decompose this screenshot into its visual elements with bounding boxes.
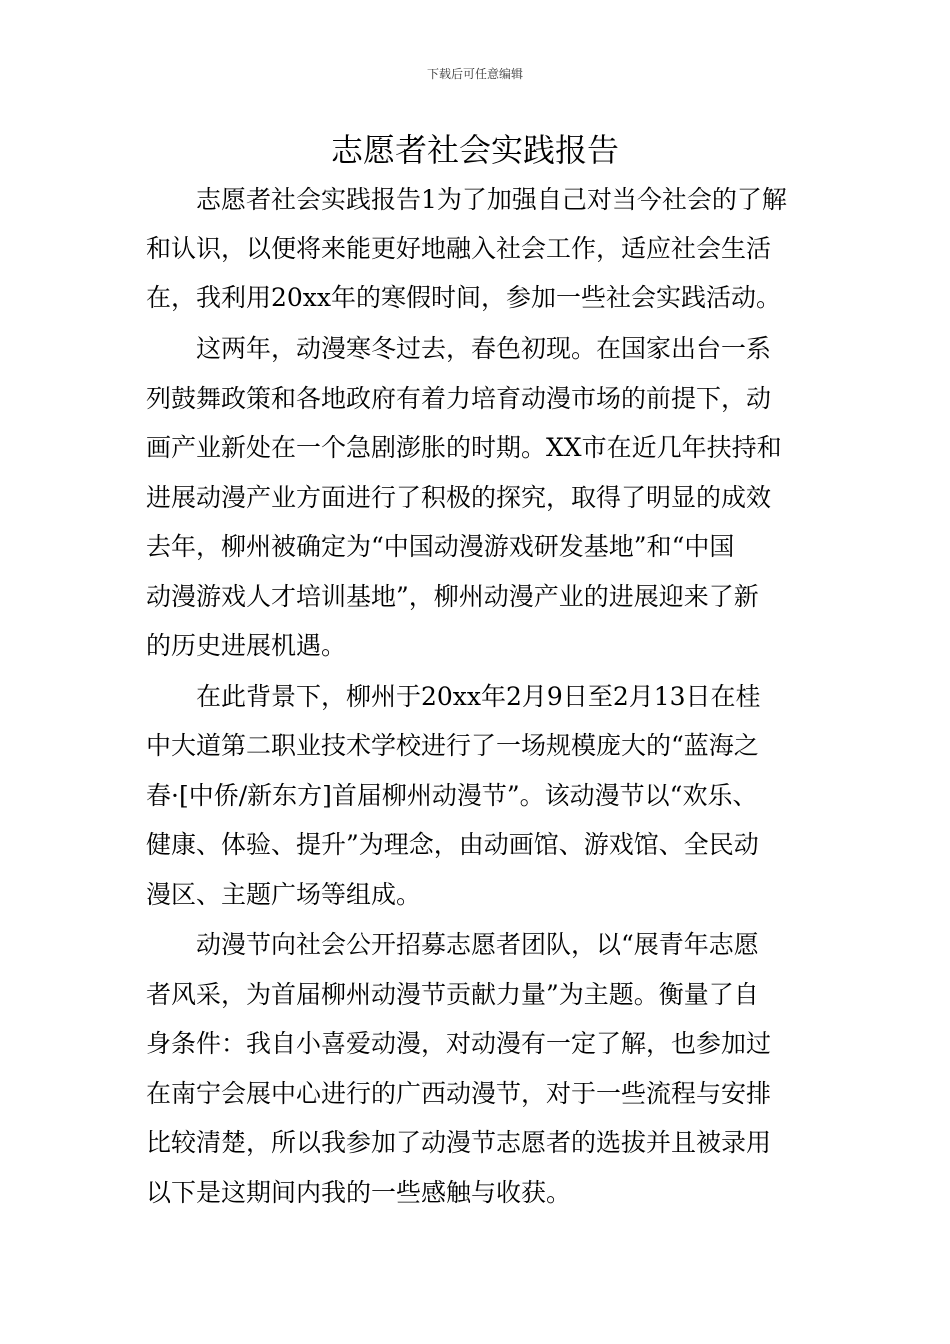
paragraph-2-line-1: 这两年，动漫寒冬过去，春色初现。在国家出台一系 [196,334,772,363]
paragraph-3-line-3: 春·[中侨/新东方]首届柳州动漫节”。该动漫节以“欢乐、 [146,781,758,810]
paragraph-2-line-7: 的历史进展机遇。 [146,631,347,660]
paragraph-2-line-4: 进展动漫产业方面进行了积极的探究，取得了明显的成效 [146,483,772,512]
paragraph-1-line-1: 志愿者社会实践报告1为了加强自己对当今社会的了解 [196,185,787,214]
paragraph-4-line-1: 动漫节向社会公开招募志愿者团队，以“展青年志愿 [196,930,759,959]
paragraph-3-line-2: 中大道第二职业技术学校进行了一场规模庞大的“蓝海之 [146,731,759,760]
paragraph-4-line-5: 比较清楚，所以我参加了动漫节志愿者的选拔并且被录用 [146,1128,772,1157]
paragraph-4-line-3: 身条件：我自小喜爱动漫，对动漫有一定了解，也参加过 [146,1029,772,1058]
paragraph-2-line-3: 画产业新处在一个急剧澎胀的时期。XX市在近几年扶持和 [146,433,782,462]
paragraph-4-line-2: 者风采，为首届柳州动漫节贡献力量”为主题。衡量了自 [146,980,759,1009]
paragraph-2-line-5: 去年，柳州被确定为“中国动漫游戏研发基地”和“中国 [146,532,735,561]
paragraph-4-line-6: 以下是这期间内我的一些感触与收获。 [146,1178,572,1207]
page-header-note: 下载后可任意编辑 [426,67,523,81]
paragraph-1-line-3: 在，我利用20xx年的寒假时间，参加一些社会实践活动。 [146,283,782,312]
paragraph-2-line-6: 动漫游戏人才培训基地”，柳州动漫产业的进展迎来了新 [146,582,759,611]
paragraph-3-line-5: 漫区、主题广场等组成。 [146,880,422,909]
paragraph-2-line-2: 列鼓舞政策和各地政府有着力培育动漫市场的前提下，动 [146,384,772,413]
paragraph-3-line-1: 在此背景下，柳州于20xx年2月9日至2月13日在桂 [196,682,761,711]
document-title: 志愿者社会实践报告 [330,131,619,169]
paragraph-3-line-4: 健康、体验、提升”为理念，由动画馆、游戏馆、全民动 [146,830,759,859]
paragraph-4-line-4: 在南宁会展中心进行的广西动漫节，对于一些流程与安排 [146,1079,772,1108]
paragraph-1-line-2: 和认识，以便将来能更好地融入社会工作，适应社会生活 [146,234,772,263]
